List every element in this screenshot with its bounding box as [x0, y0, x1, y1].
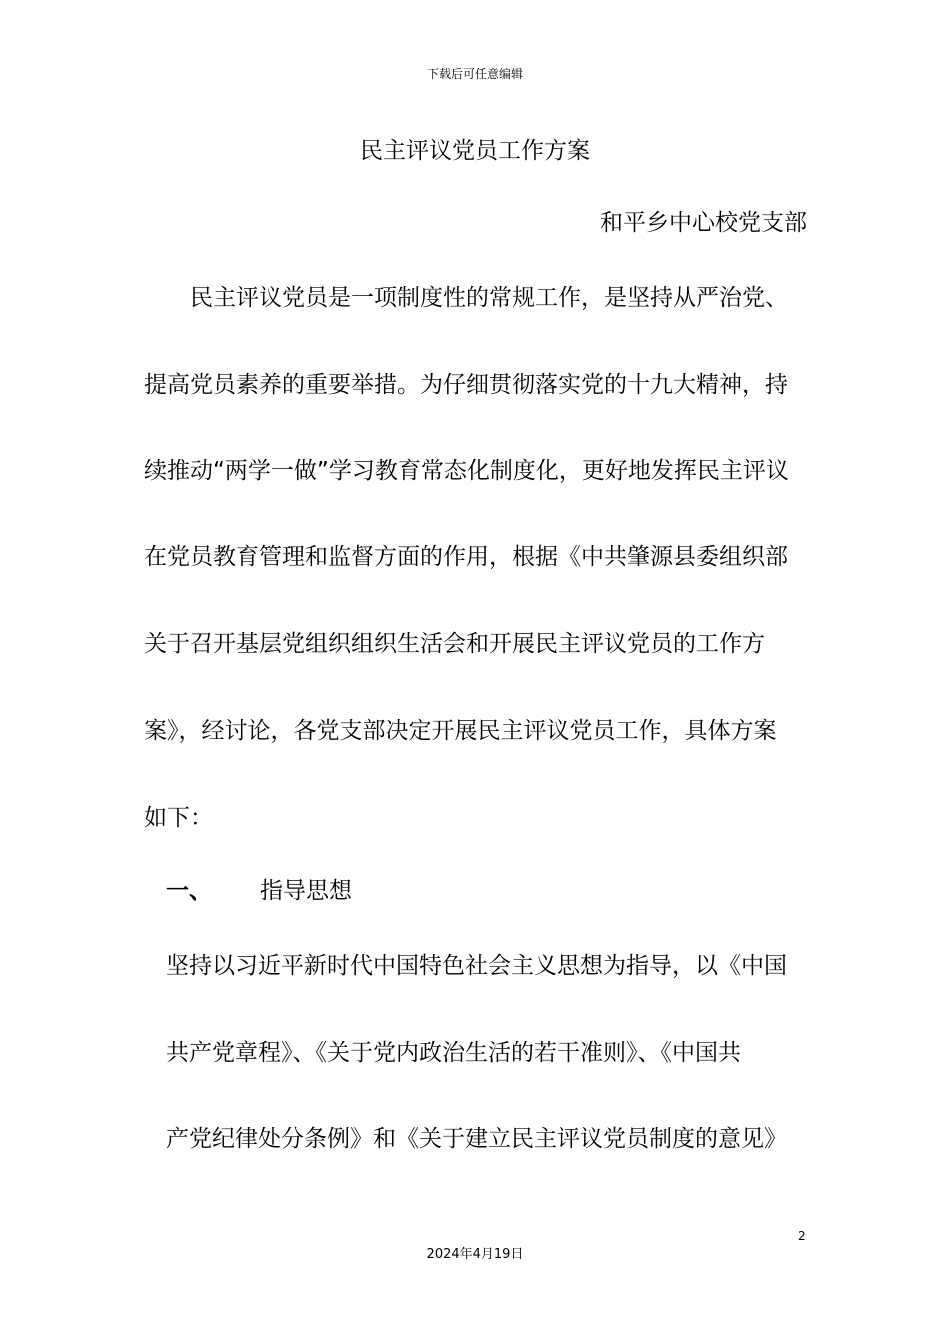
intro-line: 民主评议党员是一项制度性的常规工作，是坚持从严治党、	[190, 285, 788, 311]
intro-line: 在党员教育管理和监督方面的作用，根据《中共肇源县委组织部	[144, 544, 788, 570]
intro-line: 续推动“两学一做”学习教育常态化制度化，更好地发挥民主评议	[144, 458, 789, 484]
section-line: 产党纪律处分条例》和《关于建立民主评议党员制度的意见》	[166, 1126, 787, 1152]
section-line: 共产党章程》、《关于党内政治生活的若干准则》、《中国共	[166, 1040, 741, 1066]
document-title: 民主评议党员工作方案	[360, 138, 590, 164]
header-note: 下载后可任意编辑	[426, 67, 523, 81]
intro-line: 提高党员素养的重要举措。为仔细贯彻落实党的十九大精神，持	[144, 372, 788, 398]
section-number: 一、	[166, 878, 212, 904]
intro-line: 案》，经讨论，各党支部决定开展民主评议党员工作，具体方案	[144, 718, 777, 744]
page-number: 2	[798, 1229, 806, 1243]
intro-line: 如下：	[144, 805, 213, 831]
document-organization: 和平乡中心校党支部	[600, 210, 807, 236]
intro-line: 关于召开基层党组织组织生活会和开展民主评议党员的工作方	[144, 631, 765, 657]
section-line: 坚持以习近平新时代中国特色社会主义思想为指导，以《中国	[166, 953, 787, 979]
section-title: 指导思想	[260, 878, 352, 904]
footer-date: 2024年4月19日	[426, 1247, 524, 1262]
